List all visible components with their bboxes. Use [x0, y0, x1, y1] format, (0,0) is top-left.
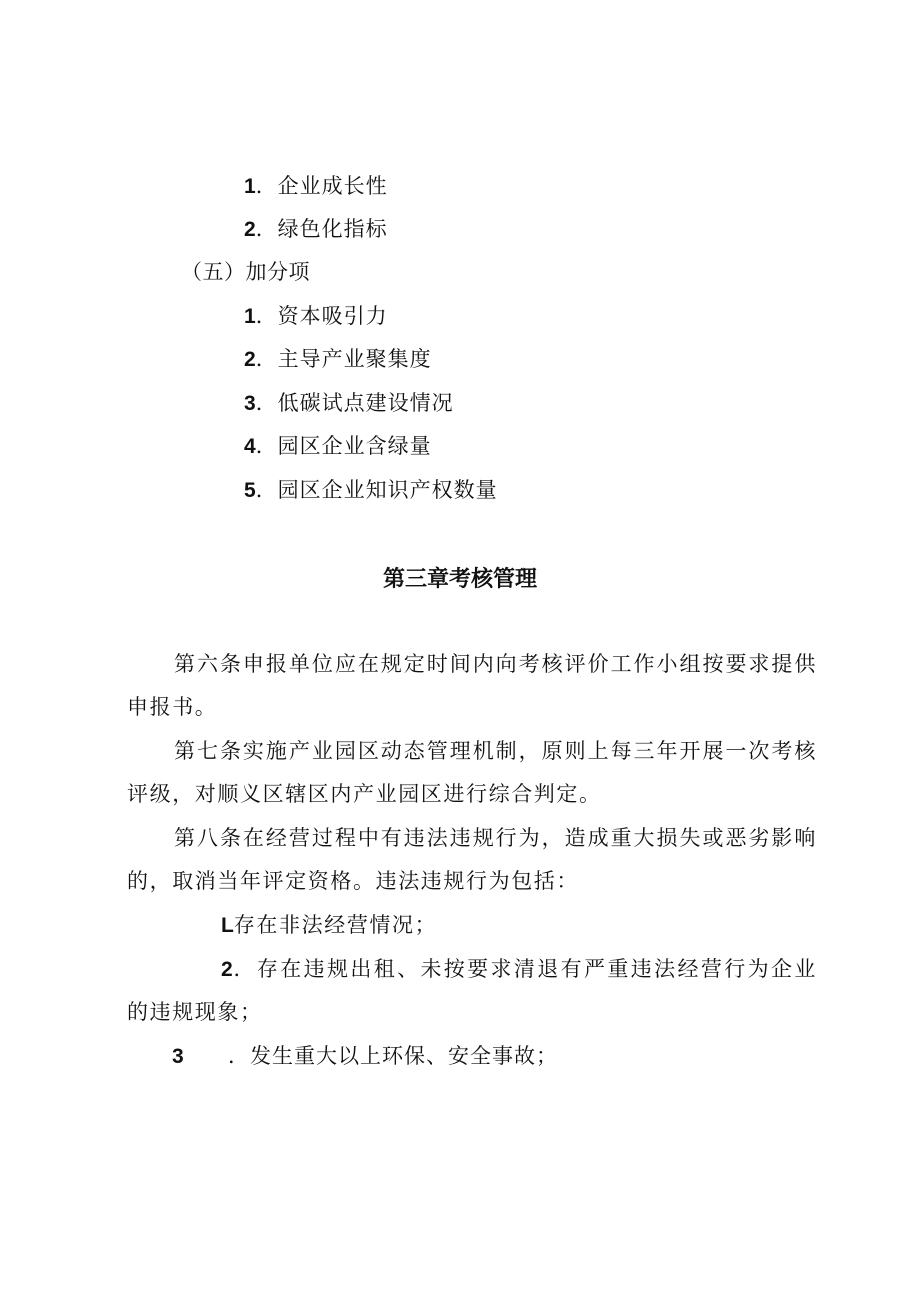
list-item-text: ．资本吸引力: [255, 304, 388, 328]
list-item-number: 2: [244, 348, 256, 371]
article-7: 第七条实施产业园区动态管理机制，原则上每三年开展一次考核评级，对顺义区辖区内产业园区进行综合判定。: [127, 739, 817, 806]
chapter-title: 第三章考核管理: [382, 567, 537, 592]
violation-text: 存在非法经营情况；: [233, 913, 438, 937]
violation-item-1: [127, 904, 817, 947]
violation-text: ．存在违规出租、未按要求清退有严重违法经营行为企业的违规现象；: [127, 957, 817, 1024]
violation-item-2: [127, 948, 817, 1034]
list-item: [244, 388, 454, 419]
list-item-text: ．园区企业知识产权数量: [255, 478, 498, 502]
list-item: [244, 171, 388, 202]
list-item: [244, 301, 388, 332]
list-item: [244, 475, 498, 506]
violation-item-3: [172, 1041, 558, 1072]
list-item-number: 3: [244, 392, 256, 415]
violation-number: 2: [221, 958, 233, 981]
article-8: 第八条在经营过程中有违法违规行为，造成重大损失或恶劣影响的，取消当年评定资格。违法违规行为包括：: [127, 826, 817, 893]
list-item: [244, 214, 388, 245]
section-heading: （五）加分项: [181, 260, 310, 284]
violation-number: L: [221, 914, 234, 937]
list-item: [244, 344, 432, 375]
list-item-number: 4: [244, 435, 256, 458]
list-item: [244, 431, 432, 462]
list-item-text: ．园区企业含绿量: [255, 434, 432, 458]
list-item-text: ．低碳试点建设情况: [255, 391, 454, 415]
article-6: 第六条申报单位应在规定时间内向考核评价工作小组按要求提供申报书。: [127, 652, 817, 719]
list-item-number: 1: [244, 305, 256, 328]
list-item-text: ．主导产业聚集度: [255, 347, 432, 371]
list-item-text: ．绿色化指标: [255, 217, 388, 241]
list-item-number: 5: [244, 479, 256, 502]
list-item-number: 1: [244, 175, 256, 198]
violation-number: 3: [172, 1045, 184, 1068]
violation-text: ．发生重大以上环保、安全事故；: [228, 1044, 558, 1068]
list-item-number: 2: [244, 218, 256, 241]
list-item-text: ．企业成长性: [255, 174, 388, 198]
